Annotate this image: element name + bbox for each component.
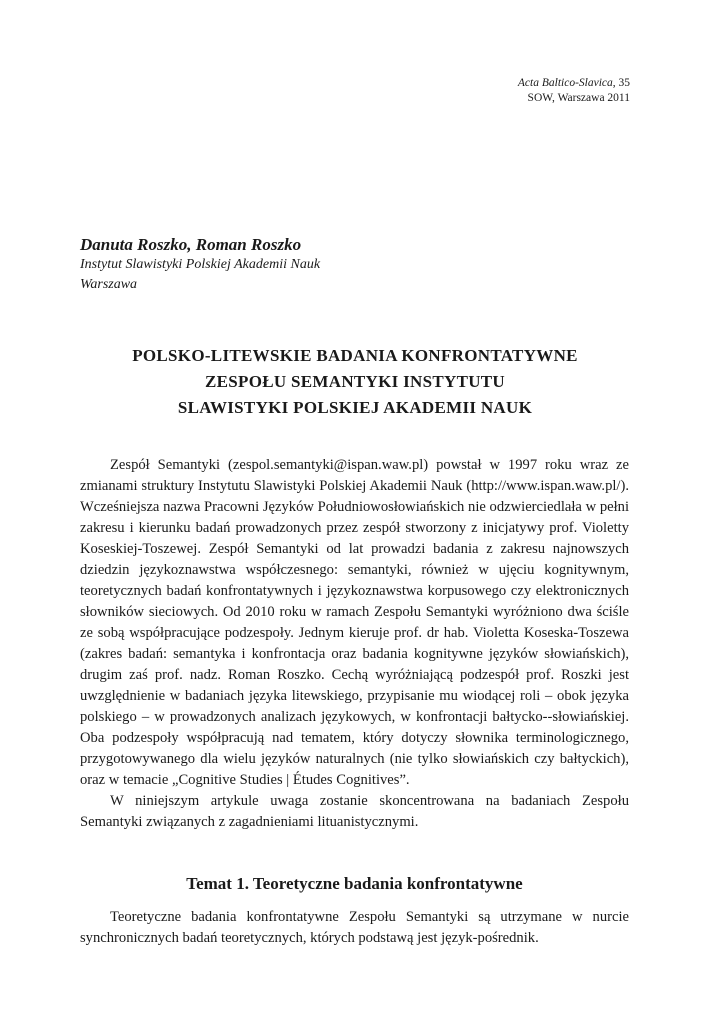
title-line-2: ZESPOŁU SEMANTYKI INSTYTUTU [205, 372, 505, 391]
journal-title: Acta Baltico-Slavica [517, 77, 613, 89]
running-head [518, 76, 630, 106]
author-affiliation: Instytut Slawistyki Polskiej Akademii Nauk [80, 257, 321, 272]
article-title [80, 343, 630, 421]
intro-paragraph-1: Zespół Semantyki (zespol.semantyki@ispan.waw.pl) powstał w 1997 roku wraz ze zmianami struktury Instytutu Slawistyki Polskiej Akademii Nauk (http://www.ispan.waw.pl/). Wcześniejsza nazwa Pracowni Języków Południowosłowiańskich nie odzwierciedlała w pełni zakresu i kierunku badań prowadzonych przez zespół stworzony z inicjatywy prof. Violetty Koseskiej-Toszewej. Zespół Semantyki od lat prowadzi badania z zakresu najnowszych dziedzin językoznawstwa współczesnego: semantyki, również w ujęciu kognitywnym, teoretycznych badań konfrontatywnych i językoznawstwa korpusowego czy elektronicznych słowników sieciowych. Od 2010 roku w ramach Zespołu Semantyki wyróżniono dwa ściśle ze sobą współpracujące podzespoły. Jednym kieruje prof. dr hab. Violetta Koseska-Toszewa (zakres badań: semantyka i konfrontacja oraz badania kognitywne języków słowiańskich), drugim zaś prof. nadz. Roman Roszko. Cechą wyróżniającą podzespół prof. Roszki jest uwzględnienie w badaniach języka litewskiego, przypisanie mu wiodącej roli – obok języka polskiego – w prowadzonych analizach językowych, w konfrontacji bałtycko--słowiańskiej. Oba podzespoły współpracują nad tematem, który dotyczy słownika terminologicznego, przygotowywanego dla wielu języków naturalnych (nie tylko słowiańskich czy bałtyckich), oraz w temacie „Cognitive Studies | Études Cognitives”. [80, 457, 629, 788]
authors-block [80, 234, 640, 295]
title-line-3: SLAWISTYKI POLSKIEJ AKADEMII NAUK [177, 398, 533, 417]
title-line-1: POLSKO-LITEWSKIE BADANIA KONFRONTATYWNE [132, 346, 578, 365]
author-city: Warszawa [80, 277, 138, 292]
author-names: Danuta Roszko, Roman Roszko [80, 235, 302, 254]
intro-paragraph-2: W niniejszym artykule uwaga zostanie skoncentrowana na badaniach Zespołu Semantyki związanych z zagadnieniami lituanistycznymi. [80, 793, 629, 830]
publisher-line: SOW, Warszawa 2011 [527, 92, 630, 104]
section-paragraph-1: Teoretyczne badania konfrontatywne Zespołu Semantyki są utrzymane w nurcie synchronicznych badań teoretycznych, których podstawą jest język-pośrednik. [80, 909, 629, 946]
section-heading: Temat 1. Teoretyczne badania konfrontatywne [186, 874, 523, 893]
journal-line [518, 76, 630, 91]
journal-volume: , 35 [612, 77, 630, 89]
section-body [80, 907, 629, 949]
intro-body [80, 455, 629, 833]
